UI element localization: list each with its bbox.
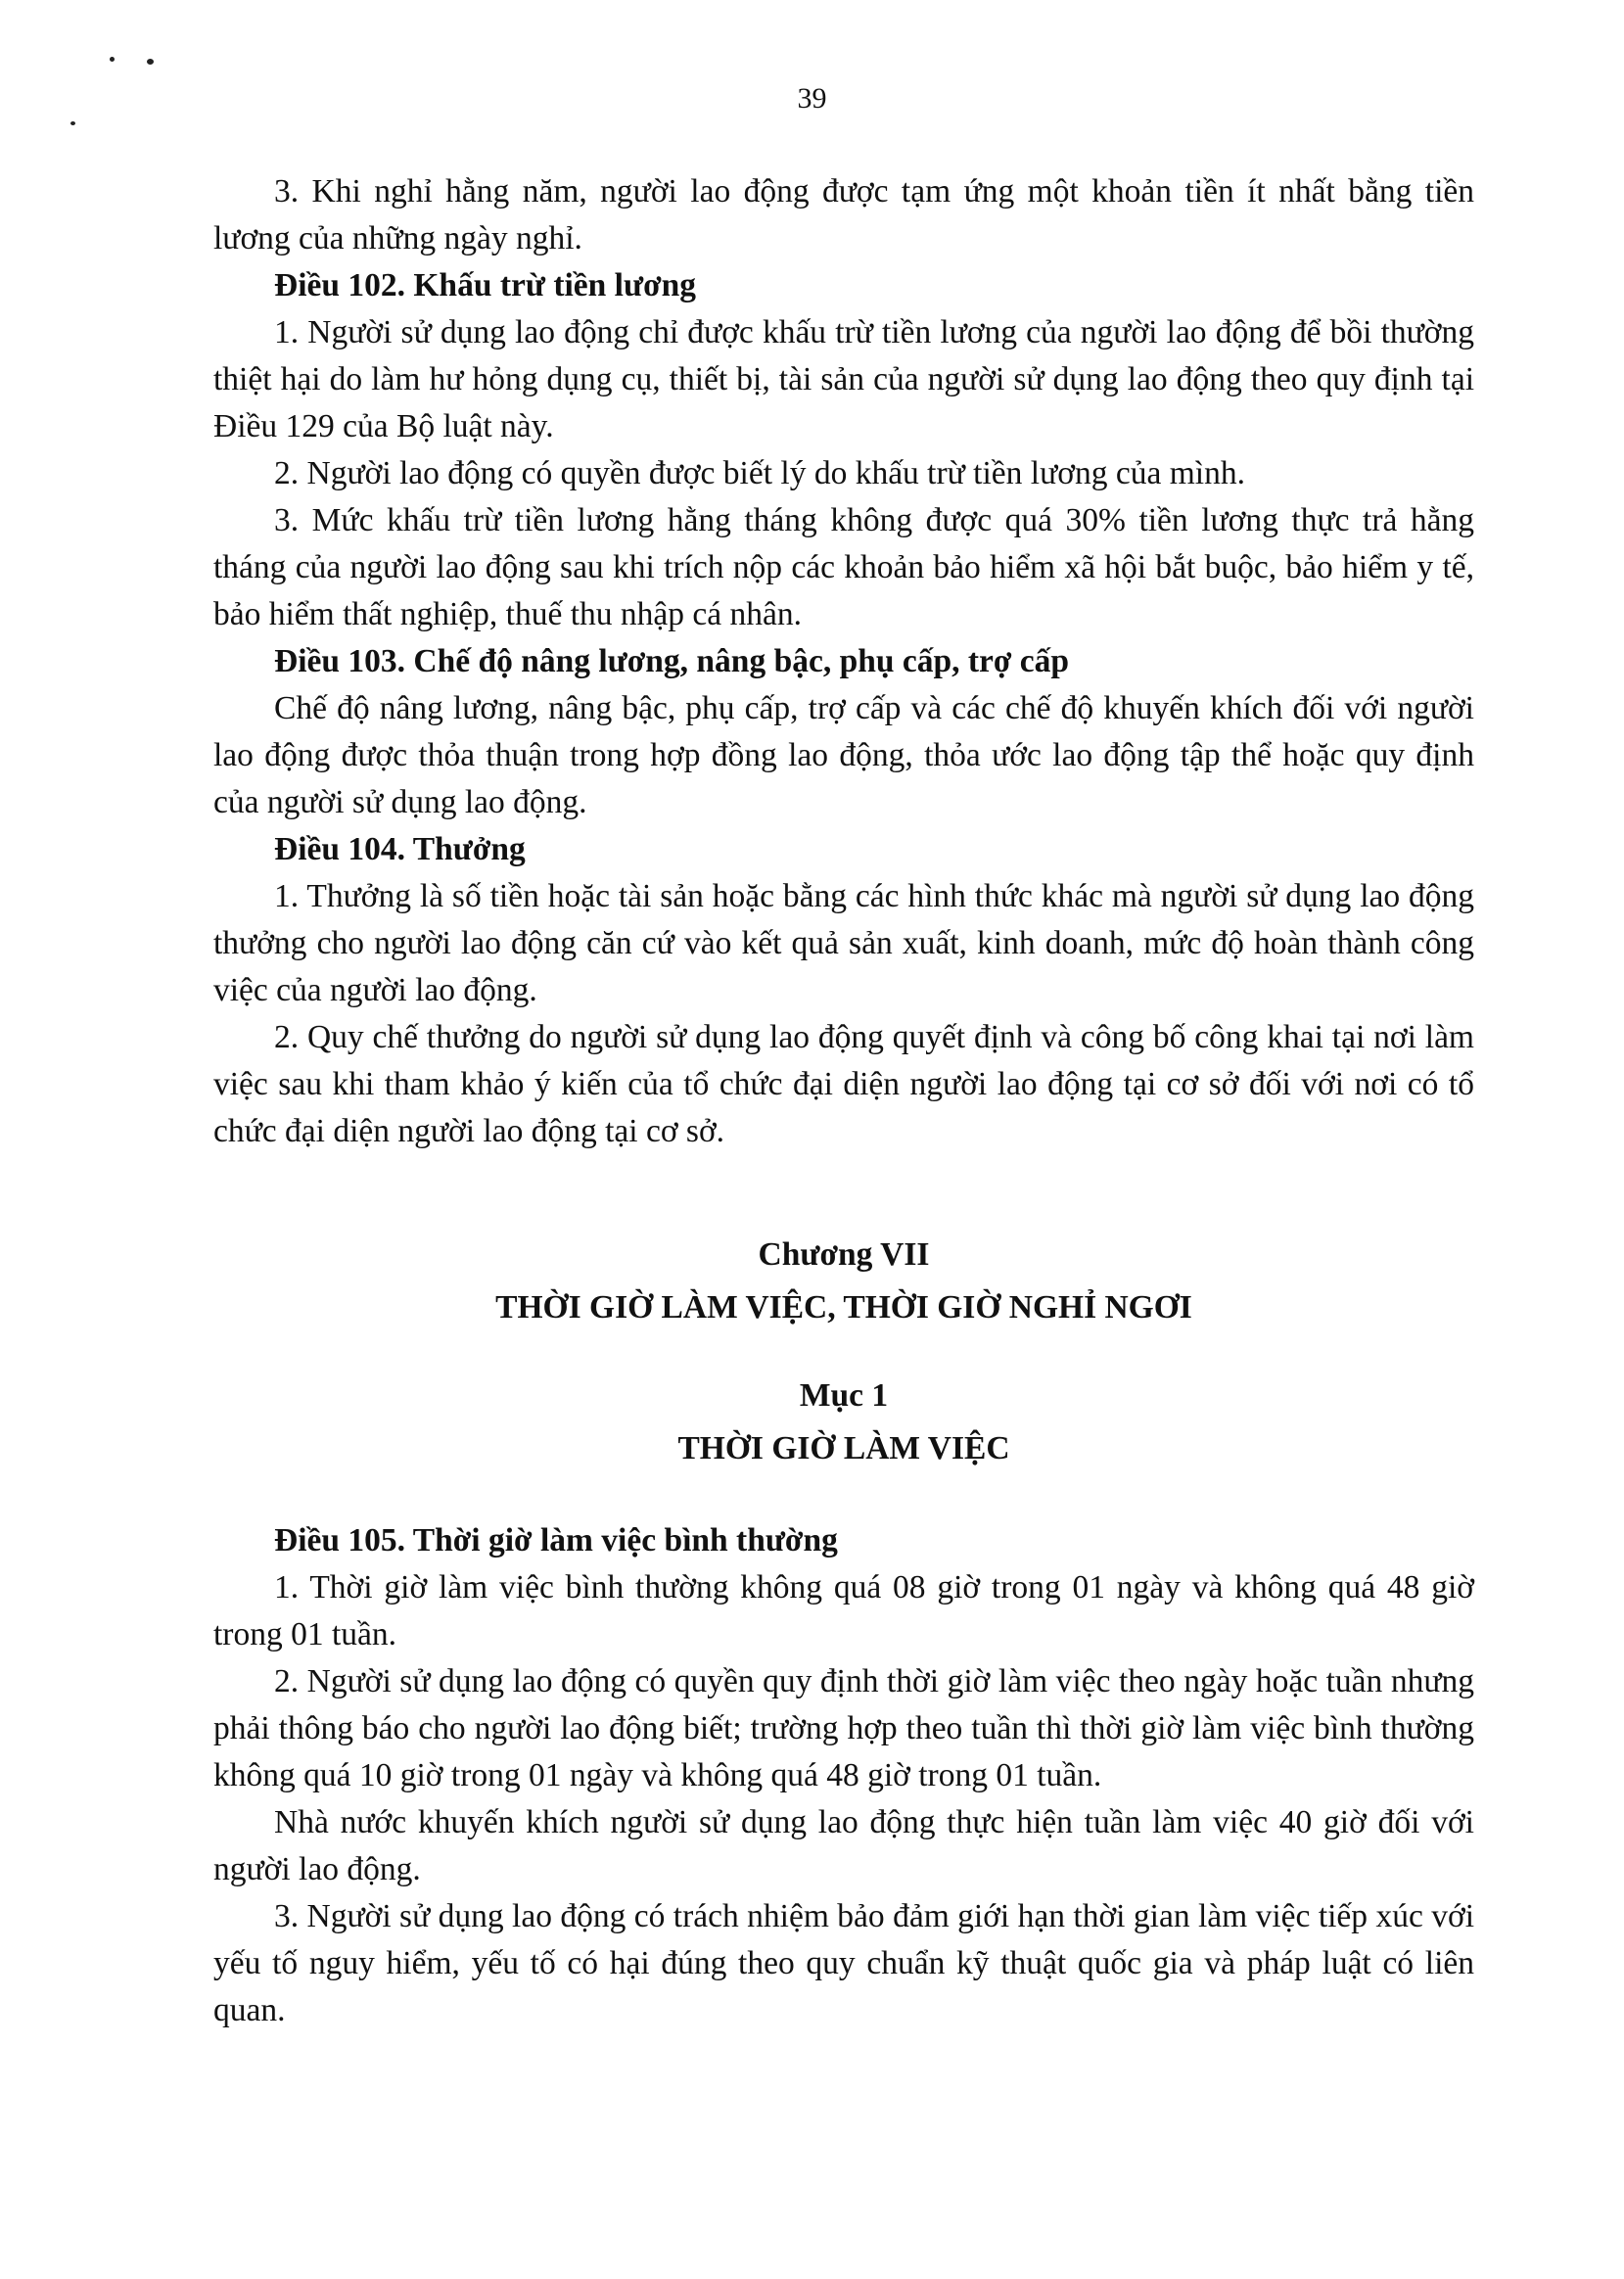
paragraph: 2. Người sử dụng lao động có quyền quy định thời giờ làm việc theo ngày hoặc tuần nhưng phải thông báo cho người lao động biết; trường hợp theo tuần thì thời giờ làm việc bình thường không quá 10 giờ trong 01 ngày và không quá 48 giờ trong 01 tuần. [213, 1663, 1474, 1793]
paragraph: 1. Người sử dụng lao động chỉ được khấu trừ tiền lương của người lao động để bồi thường thiệt hại do làm hư hỏng dụng cụ, thiết bị, tài sản của người sử dụng lao động theo quy định tại Điều 129 của Bộ luật này. [213, 314, 1474, 444]
chapter-title: THỜI GIỜ LÀM VIỆC, THỜI GIỜ NGHỈ NGƠI [495, 1289, 1192, 1326]
paragraph: 2. Người lao động có quyền được biết lý do khấu trừ tiền lương của mình. [274, 455, 1245, 491]
paragraph: Nhà nước khuyến khích người sử dụng lao động thực hiện tuần làm việc 40 giờ đối với người lao động. [213, 1804, 1474, 1887]
article-title: Điều 105. Thời giờ làm việc bình thường [274, 1522, 838, 1558]
chapter-label: Chương VII [758, 1236, 930, 1273]
article-title: Điều 104. Thưởng [274, 831, 526, 867]
section-label: Mục 1 [799, 1377, 889, 1414]
scan-speck [70, 121, 75, 125]
paragraph: Chế độ nâng lương, nâng bậc, phụ cấp, trợ cấp và các chế độ khuyến khích đối với người lao động được thỏa thuận trong hợp đồng lao động, thỏa ước lao động tập thể hoặc quy định của người sử dụng lao động. [213, 690, 1474, 820]
paragraph: 3. Mức khấu trừ tiền lương hằng tháng không được quá 30% tiền lương thực trả hằng tháng của người lao động sau khi trích nộp các khoản bảo hiểm xã hội bắt buộc, bảo hiểm y tế, bảo hiểm thất nghiệp, thuế thu nhập cá nhân. [213, 502, 1474, 632]
page-number: 39 [797, 82, 827, 115]
paragraph: 2. Quy chế thưởng do người sử dụng lao động quyết định và công bố công khai tại nơi làm việc sau khi tham khảo ý kiến của tổ chức đại diện người lao động tại cơ sở đối với nơi có tổ chức đại diện người lao động tại cơ sở. [213, 1019, 1474, 1149]
paragraph: 1. Thời giờ làm việc bình thường không quá 08 giờ trong 01 ngày và không quá 48 giờ trong 01 tuần. [213, 1569, 1474, 1652]
paragraph: 3. Khi nghỉ hằng năm, người lao động được tạm ứng một khoản tiền ít nhất bằng tiền lương của những ngày nghỉ. [213, 173, 1474, 256]
document-body [213, 168, 1474, 2034]
scan-speck [147, 59, 154, 65]
scan-speck [110, 57, 115, 62]
paragraph: 3. Người sử dụng lao động có trách nhiệm bảo đảm giới hạn thời gian làm việc tiếp xúc với yếu tố nguy hiểm, yếu tố có hại đúng theo quy chuẩn kỹ thuật quốc gia và pháp luật có liên quan. [213, 1898, 1474, 2028]
paragraph: 1. Thưởng là số tiền hoặc tài sản hoặc bằng các hình thức khác mà người sử dụng lao động thưởng cho người lao động căn cứ vào kết quả sản xuất, kinh doanh, mức độ hoàn thành công việc của người lao động. [213, 878, 1474, 1008]
article-title: Điều 102. Khấu trừ tiền lương [274, 267, 697, 303]
section-title: THỜI GIỜ LÀM VIỆC [677, 1430, 1010, 1466]
article-title: Điều 103. Chế độ nâng lương, nâng bậc, phụ cấp, trợ cấp [274, 643, 1070, 679]
